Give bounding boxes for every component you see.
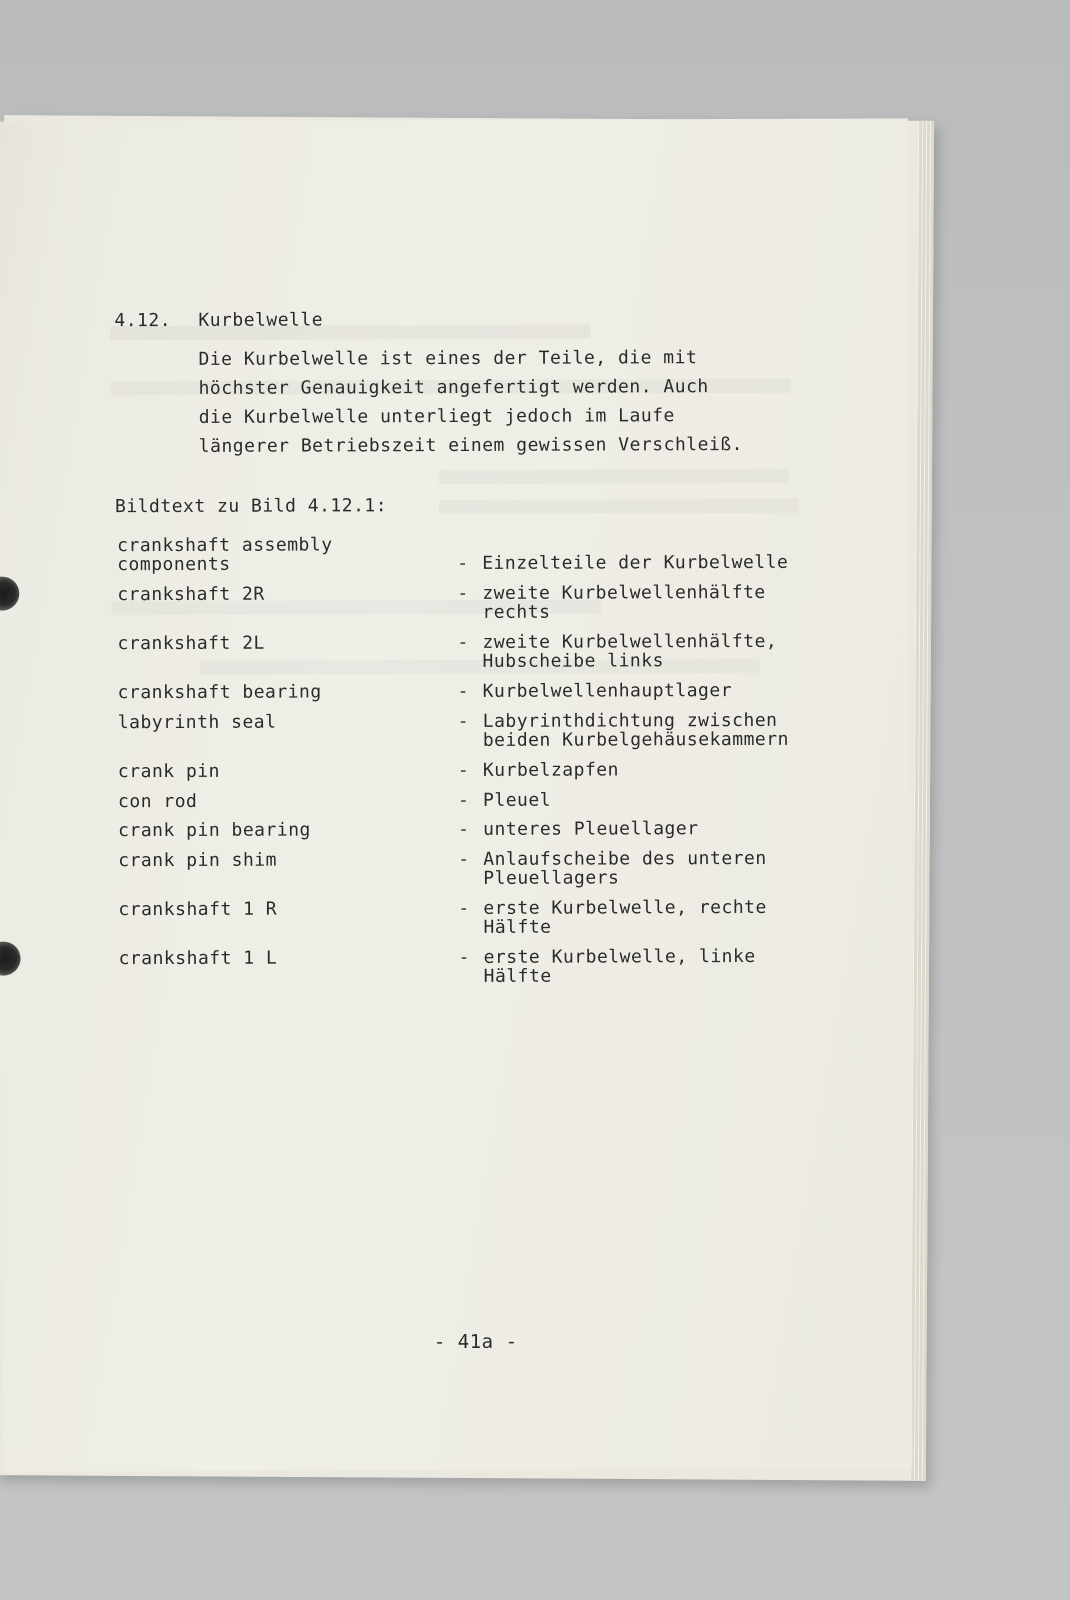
- term-en: crank pin shim: [118, 849, 277, 872]
- term-en: crank pin bearing: [118, 819, 311, 842]
- paragraph-line: höchster Genauigkeit angefertigt werden. Auch: [198, 376, 709, 399]
- term-de: erste Kurbelwelle, rechte: [483, 896, 767, 919]
- term-en: crankshaft 2R: [117, 583, 265, 606]
- term-de: Labyrinthdichtung zwischen: [482, 709, 778, 732]
- term-dash: -: [457, 552, 469, 574]
- term-dash: -: [457, 582, 469, 604]
- show-through: [439, 469, 789, 484]
- show-through: [200, 659, 760, 675]
- document-page: [0, 118, 912, 1471]
- term-de: Anlaufscheibe des unteren: [483, 847, 767, 870]
- term-en: crankshaft assembly: [117, 534, 333, 557]
- term-en: labyrinth seal: [117, 711, 277, 734]
- section-number: 4.12.: [114, 309, 172, 332]
- term-en: crankshaft 2L: [117, 632, 265, 655]
- term-en: crankshaft 1 R: [118, 898, 278, 921]
- term-de: Hälfte: [483, 965, 552, 987]
- term-en: crankshaft 1 L: [118, 947, 278, 970]
- term-de: Kurbelwellenhauptlager: [482, 680, 733, 702]
- term-de: zweite Kurbelwellenhälfte: [482, 581, 766, 604]
- term-en: crank pin: [117, 760, 220, 783]
- section-title: Kurbelwelle: [198, 309, 324, 331]
- term-de: unteres Pleuellager: [483, 818, 699, 840]
- term-dash: -: [457, 710, 470, 732]
- term-de: Einzelteile der Kurbelwelle: [482, 551, 789, 574]
- term-en: crankshaft bearing: [117, 681, 322, 704]
- page-number: - 41a -: [433, 1330, 518, 1354]
- term-de: Kurbelzapfen: [482, 759, 619, 781]
- term-de: Hubscheibe links: [482, 650, 664, 672]
- punch-hole: [0, 942, 21, 976]
- term-en: components: [117, 553, 231, 576]
- show-through: [110, 325, 590, 341]
- show-through: [439, 499, 799, 514]
- term-dash: -: [458, 818, 470, 840]
- term-dash: -: [457, 680, 470, 702]
- term-de: beiden Kurbelgehäusekammern: [482, 728, 789, 751]
- term-dash: -: [457, 631, 469, 653]
- term-dash: -: [458, 946, 470, 968]
- punch-hole: [0, 577, 19, 611]
- term-de: Pleuellagers: [483, 867, 620, 889]
- term-de: erste Kurbelwelle, linke: [483, 945, 756, 968]
- paragraph-line: die Kurbelwelle unterliegt jedoch im Laufe: [198, 405, 675, 428]
- term-dash: -: [457, 759, 470, 781]
- figure-caption: Bildtext zu Bild 4.12.1:: [114, 495, 388, 518]
- term-de: rechts: [482, 601, 551, 623]
- term-dash: -: [458, 897, 470, 919]
- term-de: zweite Kurbelwellenhälfte,: [482, 630, 778, 653]
- paragraph-line: längerer Betriebszeit einem gewissen Verschleiß.: [198, 433, 743, 457]
- term-dash: -: [458, 848, 470, 870]
- term-en: con rod: [117, 790, 198, 813]
- term-de: Pleuel: [482, 789, 552, 811]
- term-de: Hälfte: [483, 916, 552, 938]
- term-dash: -: [457, 789, 470, 811]
- paragraph-line: Die Kurbelwelle ist eines der Teile, die mit: [198, 347, 698, 370]
